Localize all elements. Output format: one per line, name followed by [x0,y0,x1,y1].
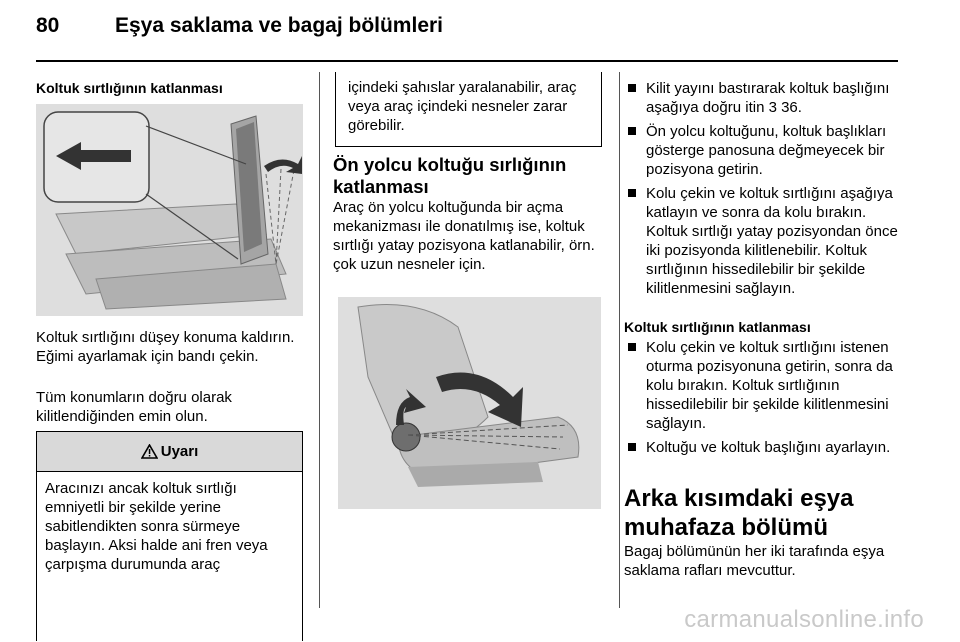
instruction-paragraph: Tüm konumların doğru olarak kilitlendiğinden emin olun. [36,389,232,425]
column-divider [319,72,320,608]
section-subheading: Koltuk sırtlığının katlanması [624,319,811,335]
watermark: carmanualsonline.info [684,606,924,633]
instruction-paragraph: Bagaj bölümünün her iki tarafında eşya saklama rafları mevcuttur. [624,543,885,579]
warning-triangle-icon [141,444,158,459]
column-divider [619,72,620,608]
page-header [0,0,960,62]
step-list [624,79,904,298]
header-divider [36,60,898,62]
list-item: Ön yolcu koltuğunu, koltuk başlıkları gösterge panosuna değmeyecek bir pozisyona getirin. [624,122,904,179]
warning-box-continued [335,72,602,147]
list-item: Koltuğu ve koltuk başlığını ayarlayın. [624,438,904,457]
section-heading: Ön yolcu koltuğu sırlığının katlanması [333,154,567,197]
instruction-paragraph: Araç ön yolcu koltuğunda bir açma mekanizması ile donatılmış ise, koltuk sırtlığı yatay pozisyona katlanabilir, örn. çok uzun nesneler için. [333,199,595,273]
page-title: Eşya saklama ve bagaj bölümleri [115,14,444,37]
warning-box [36,431,303,641]
warning-title: Uyarı [160,443,199,460]
section-heading: Arka kısımdaki eşya muhafaza bölümü [624,485,854,541]
list-item: Kolu çekin ve koltuk sırtlığını istenen oturma pozisyonuna getirin, sonra da kolu bırakın. Koltuk sırtlığının hissedilebilir bir şekilde kilitlenmesini sağlayın. [624,338,904,433]
rear-seat-backrest-illustration [36,104,303,316]
instruction-paragraph: Koltuk sırtlığını düşey konuma kaldırın. Eğimi ayarlamak için bandı çekin. [36,329,295,365]
warning-header [37,432,302,472]
section-subheading: Koltuk sırtlığının katlanması [36,80,223,96]
list-item: Kolu çekin ve koltuk sırtlığını aşağıya katlayın ve sonra da kolu bırakın. Koltuk sırtlığı yatay pozisyondan önce iki pozisyonda kilitlenebilir. Koltuk sırtlığının hissedilebilir bir şekilde kilitlenmesini sağlayın. [624,184,904,298]
step-list [624,338,904,457]
list-item: Kilit yayını bastırarak koltuk başlığını aşağıya doğru itin 3 36. [624,79,904,117]
warning-text: Aracınızı ancak koltuk sırtlığı emniyetli bir şekilde yerine sabitlendikten sonra sürmeye başlayın. Aksi halde ani fren veya çarpışma durumunda araç [45,480,268,573]
front-seat-backrest-illustration [338,297,601,509]
page-number: 80 [36,14,60,37]
warning-text: içindeki şahıslar yaralanabilir, araç veya araç içindeki nesneler zarar görebilir. [348,79,577,134]
